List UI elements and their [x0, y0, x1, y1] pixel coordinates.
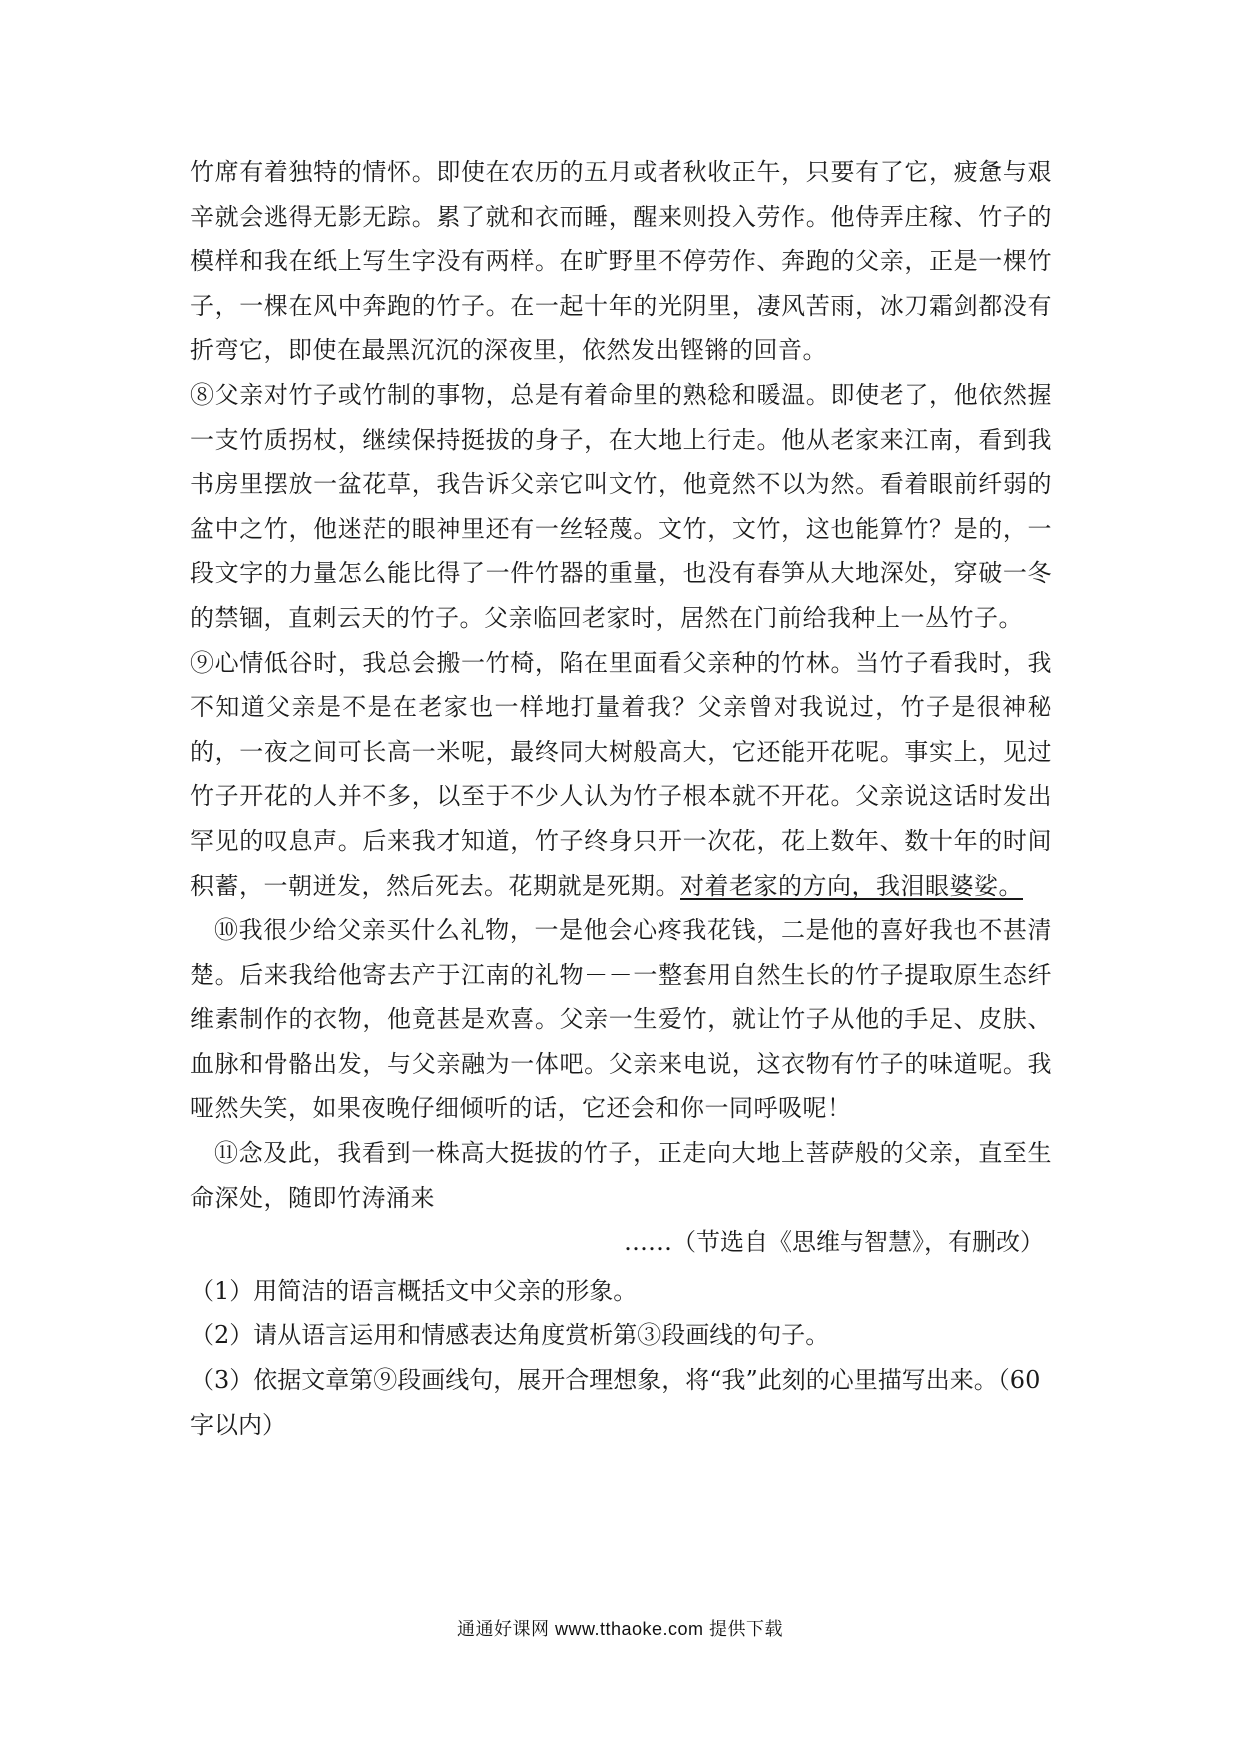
- paragraph-10: ⑩我很少给父亲买什么礼物，一是他会心疼我花钱，二是他的喜好我也不甚清楚。后来我给他寄去产于江南的礼物－－一整套用自然生长的竹子提取原生态纤维素制作的衣物，他竟甚是欢喜。父亲一生爱竹，就让竹子从他的手足、皮肤、血脉和骨骼出发，与父亲融为一体吧。父亲来电说，这衣物有竹子的味道呢。我哑然失笑，如果夜晚仔细倾听的话，它还会和你一同呼吸呢！: [190, 916, 1052, 1123]
- paragraph-9: [190, 641, 1052, 909]
- question-item: （1）用简洁的语言概括文中父亲的形象。: [190, 1276, 638, 1305]
- source-citation: ……（节选自《思维与智慧》，有删改）: [624, 1228, 1044, 1257]
- question-item: （3）依据文章第⑨段画线句，展开合理想象，将“我”此刻的心里描写出来。（60字以内）: [190, 1366, 1041, 1439]
- question-item: （2）请从语言运用和情感表达角度赏析第③段画线的句子。: [190, 1321, 830, 1350]
- page-footer: 通通好课网 www.tthaoke.com 提供下载: [456, 1619, 784, 1639]
- document-page: [190, 150, 1052, 1447]
- paragraph-11: ⑪念及此，我看到一株高大挺拔的竹子，正走向大地上菩萨般的父亲，直至生命深处，随即竹涛涌来: [190, 1139, 1052, 1212]
- paragraph-8: ⑧父亲对竹子或竹制的事物，总是有着命里的熟稔和暖温。即使老了，他依然握一支竹质拐杖，继续保持挺拔的身子，在大地上行走。他从老家来江南，看到我书房里摆放一盆花草，我告诉父亲它叫文竹，他竟然不以为然。看着眼前纤弱的盆中之竹，他迷茫的眼神里还有一丝轻蔑。文竹，文竹，这也能算竹？是的，一段文字的力量怎么能比得了一件竹器的重量，也没有春笋从大地深处，穿破一冬的禁锢，直刺云天的竹子。父亲临回老家时，居然在门前给我种上一丛竹子。: [190, 380, 1052, 632]
- paragraph-7: 竹席有着独特的情怀。即使在农历的五月或者秋收正午，只要有了它，疲惫与艰辛就会逃得无影无踪。累了就和衣而睡，醒来则投入劳作。他侍弄庄稼、竹子的模样和我在纸上写生字没有两样。在旷野里不停劳作、奔跑的父亲，正是一棵竹子，一棵在风中奔跑的竹子。在一起十年的光阴里，凄风苦雨，冰刀霜剑都没有折弯它，即使在最黑沉沉的深夜里，依然发出铿锵的回音。: [190, 158, 1052, 365]
- paragraph-9-text: ⑨心情低谷时，我总会搬一竹椅，陷在里面看父亲种的竹林。当竹子看我时，我不知道父亲是不是在老家也一样地打量着我？父亲曾对我说过，竹子是很神秘的，一夜之间可长高一米呢，最终同大树般高大，它还能开花呢。事实上，见过竹子开花的人并不多，以至于不少人认为竹子根本就不开花。父亲说这话时发出罕见的叹息声。后来我才知道，竹子终身只开一次花，花上数年、数十年的时间积蓄，一朝迸发，然后死去。花期就是死期。: [190, 648, 1052, 900]
- question-list: [190, 1269, 1052, 1447]
- underlined-sentence: 对着老家的方向，我泪眼婆娑。: [680, 871, 1023, 900]
